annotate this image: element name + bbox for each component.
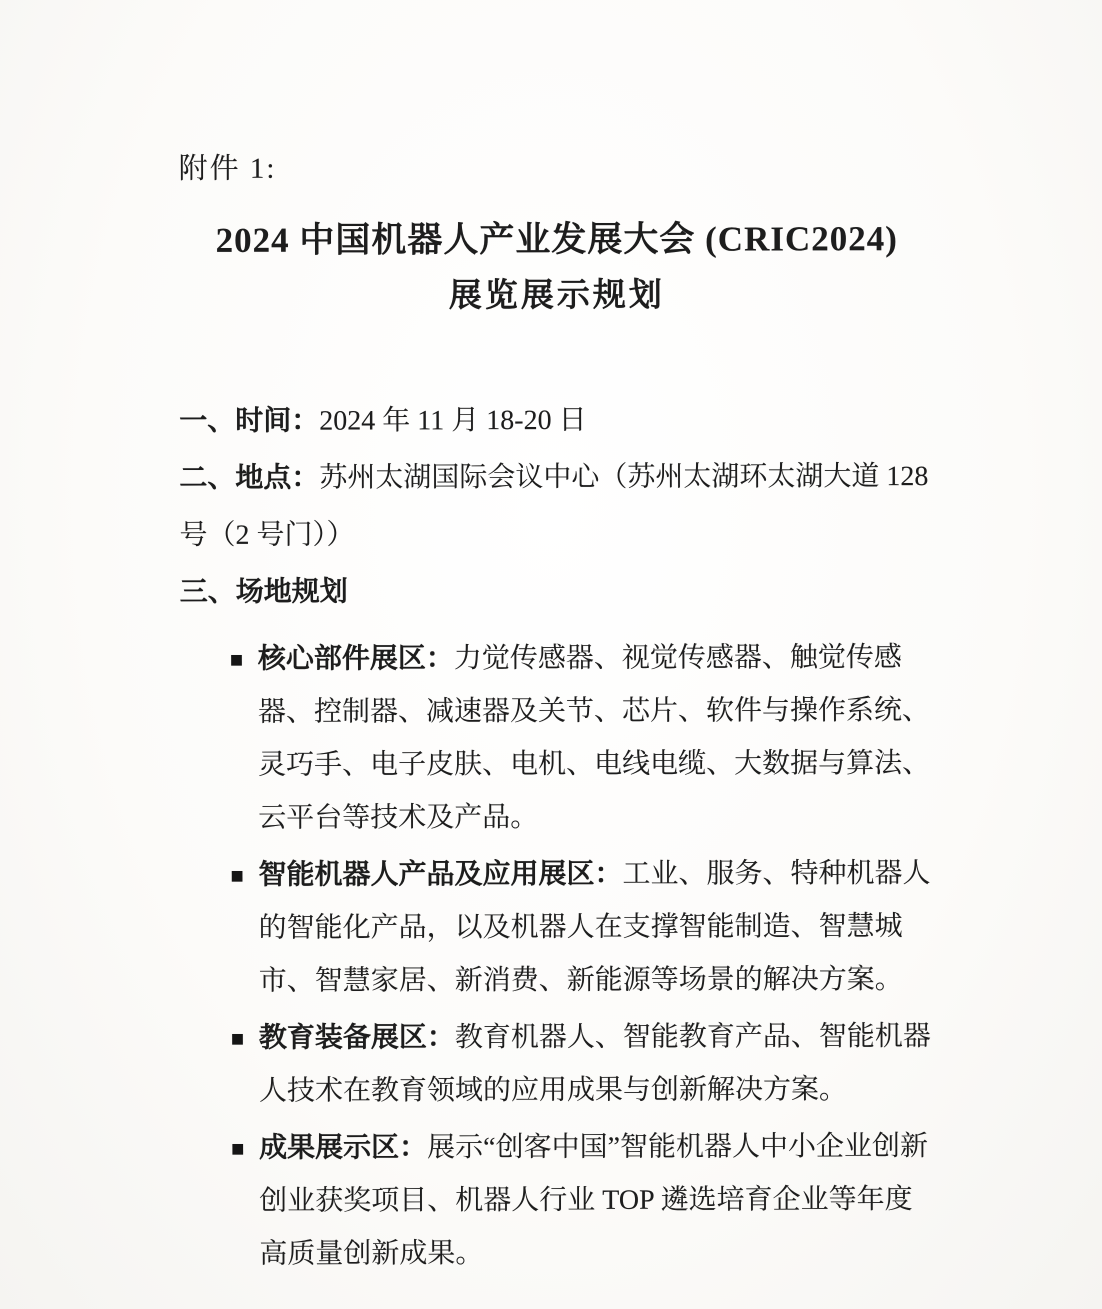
section-venue-plan-heading: 场地规划: [235, 576, 348, 608]
document-subtitle: 展览展示规划: [448, 277, 665, 315]
title-block: [179, 211, 935, 325]
bullet-body: [258, 847, 936, 1008]
section-list: [179, 391, 937, 1281]
section-location-heading: 地点：: [235, 462, 320, 494]
section-time-label: 一、: [179, 405, 236, 437]
attachment-label: 附件 1:: [178, 152, 277, 185]
bullet-item-achievements-display: [181, 1120, 937, 1281]
bullet-item-education-equipment: [181, 1010, 937, 1118]
bullet-body: [259, 1120, 937, 1281]
section-venue-plan-label: 三、: [179, 576, 236, 608]
bullet-heading: 成果展示区：: [259, 1132, 428, 1164]
bullet-heading: 教育装备展区：: [258, 1022, 455, 1054]
section-location-label: 二、: [179, 462, 236, 494]
bullet-square-icon: ■: [231, 1135, 245, 1161]
bullet-text: 力觉传感器、视觉传感器、触觉传感器、控制器、减速器及关节、芯片、软件与操作系统、灵巧手、电子皮肤、电机、电线电缆、大数据与算法、云平台等技术及产品。: [257, 642, 931, 834]
section-time: [179, 391, 935, 450]
section-time-text: 2024 年 11 月 18-20 日: [319, 404, 587, 437]
bullet-item-core-components: [180, 631, 937, 845]
bullet-square-icon: ■: [230, 1025, 245, 1051]
document-content: [179, 147, 938, 1281]
section-venue-plan: [180, 562, 936, 621]
document-title: 2024 中国机器人产业发展大会 (CRIC2024): [215, 219, 898, 260]
bullet-list: [180, 631, 938, 1281]
bullet-body: [259, 1010, 937, 1118]
section-location: [179, 448, 935, 564]
bullet-heading: 智能机器人产品及应用展区：: [258, 858, 623, 891]
bullet-heading: 核心部件展区：: [257, 643, 454, 675]
bullet-text: 教育机器人、智能教育产品、智能机器人技术在教育领域的应用成果与创新解决方案。: [258, 1021, 931, 1107]
bullet-body: [258, 631, 937, 845]
bullet-square-icon: ■: [230, 862, 244, 888]
section-time-heading: 时间：: [235, 405, 320, 437]
section-location-text: 苏州太湖国际会议中心（苏州太湖环太湖大道 128 号（2 号门））: [179, 461, 929, 551]
bullet-text: 工业、服务、特种机器人的智能化产品，以及机器人在支撑智能制造、智慧城市、智慧家居、新消费、新能源等场景的解决方案。: [258, 858, 931, 997]
bullet-item-intelligent-robot-products: [180, 847, 936, 1008]
bullet-square-icon: ■: [229, 646, 244, 672]
bullet-text: 展示“创客中国”智能机器人中小企业创新创业获奖项目、机器人行业 TOP 遴选培育企业等年度高质量创新成果。: [259, 1131, 929, 1270]
